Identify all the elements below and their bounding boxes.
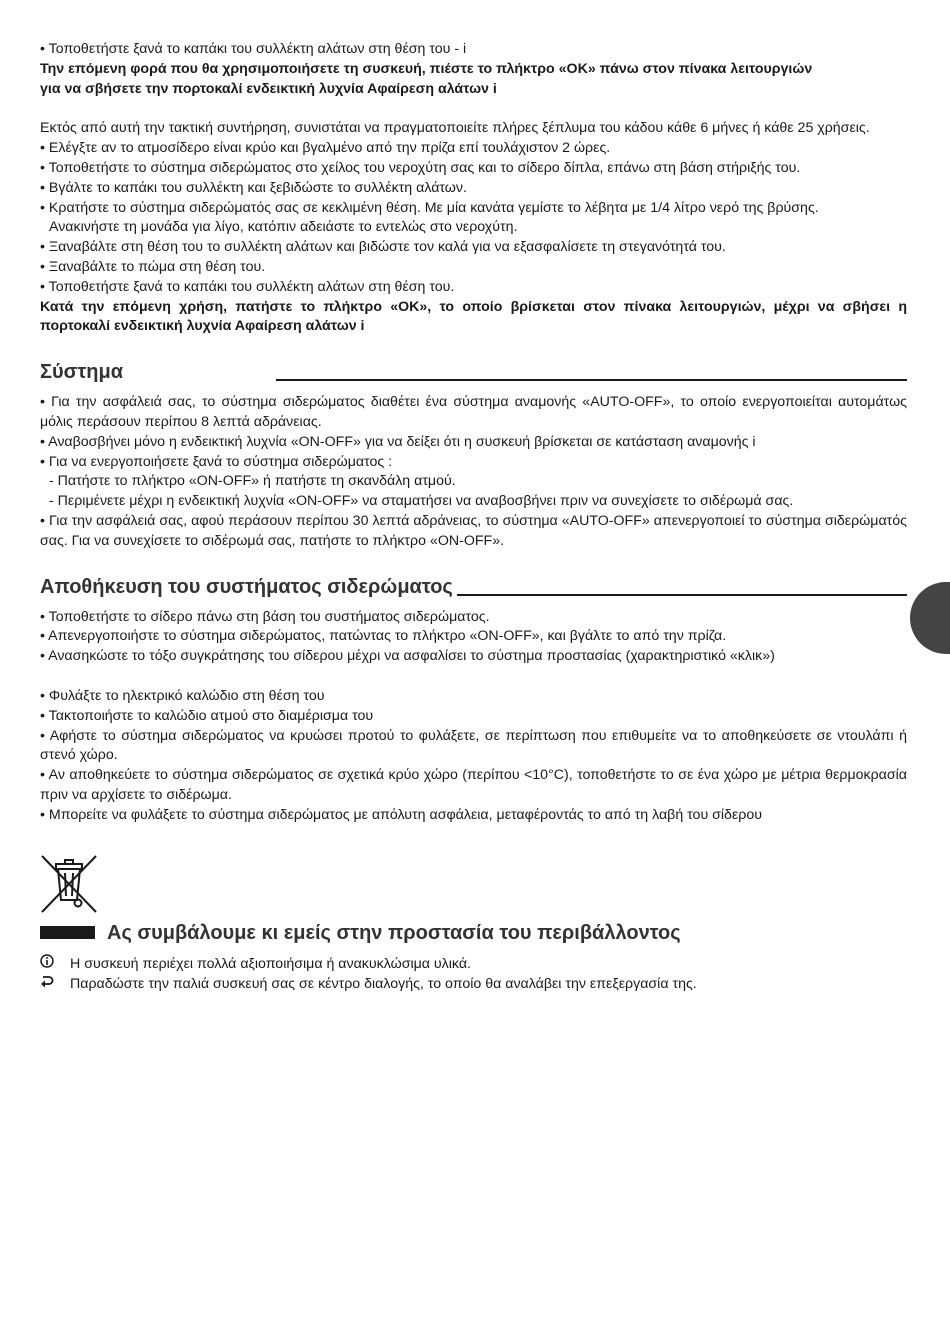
section-title: Σύστημα <box>40 361 123 384</box>
storage-bullet: • Ανασηκώστε το τόξο συγκράτησης του σίδερου μέχρι να ασφαλίσει το σύστημα προστασίας (χαρακτηριστικό «κλικ») <box>40 648 775 665</box>
environment-item-text: Παραδώστε την παλιά συσκευή σας σε κέντρο διαλογής, το οποίο θα αναλάβει την επεξεργασία της. <box>70 976 697 993</box>
storage-bullet: • Φυλάξτε το ηλεκτρικό καλώδιο στη θέση του <box>40 687 325 704</box>
heading-bar <box>40 926 95 939</box>
maintenance-bold-note: Κατά την επόμενη χρήση, πατήστε το πλήκτρο «ΟΚ», το οποίο βρίσκεται στον πίνακα λειτουργιών, μέχρι να σβήσει η πορτοκαλί ενδεικτική λυχνία Αφαίρεση αλάτων i <box>40 298 907 335</box>
storage-bullet: • Αν αποθηκεύετε το σύστημα σιδερώματος σε σχετικά κρύο χώρο (περίπου <10°C), τοποθετήστε το σε ένα χώρο με μέτρια θερμοκρασία πριν να αρχίσετε το σιδέρωμα. <box>40 767 907 803</box>
system-bullet: • Για την ασφάλειά σας, αφού περάσουν περίπου 30 λεπτά αδράνειας, το σύστημα «AUTO-OFF» απενεργοποιεί το σύστημα σιδερώματός σας. Για να συνεχίσετε το σιδέρωμά σας, πατήστε το πλήκτρο «ON-OFF». <box>40 512 907 549</box>
maintenance-bullet: • Ξαναβάλτε το πώμα στη θέση του. <box>40 258 266 275</box>
section-title: Ας συμβάλουμε κι εμείς στην προστασία του περιβάλλοντος <box>107 921 681 944</box>
weee-crossed-bin-icon <box>40 854 98 914</box>
document-page <box>40 40 907 995</box>
environment-item <box>40 954 907 975</box>
environment-heading <box>40 920 907 946</box>
intro-bold-line: για να σβήσετε την πορτοκαλί ενδεικτική λυχνία Αφαίρεση αλάτων i <box>40 80 497 97</box>
storage-bullet: • Τακτοποιήστε το καλώδιο ατμού στο διαμέρισμα του <box>40 707 374 724</box>
maintenance-bullet-continuation: Ανακινήστε τη μονάδα για λίγο, κατόπιν αδειάστε το εντελώς στο νεροχύτη. <box>49 219 518 236</box>
maintenance-bullet: • Τοποθετήστε ξανά το καπάκι του συλλέκτη αλάτων στη θέση του. <box>40 278 455 295</box>
page-edge-tab <box>910 582 950 654</box>
storage-bullet: • Αφήστε το σύστημα σιδερώματος να κρυώσει προτού το φυλάξετε, σε περίπτωση που επιθυμείτε να το αποθηκεύσετε σε ντουλάπι ή στενό χώρο. <box>40 727 907 764</box>
storage-bullet: • Απενεργοποιήστε το σύστημα σιδερώματος, πατώντας το πλήκτρο «ON-OFF», και βγάλτε το από την πρίζα. <box>40 628 727 645</box>
environment-item-text: Η συσκευή περιέχει πολλά αξιοποιήσιμα ή ανακυκλώσιμα υλικά. <box>70 955 471 972</box>
section-heading-storage <box>40 574 907 600</box>
intro-bullet: • Τοποθετήστε ξανά το καπάκι του συλλέκτη αλάτων στη θέση του - i <box>40 41 467 57</box>
system-dash-item: - Περιμένετε μέχρι η ενδεικτική λυχνία «ON-OFF» να σταματήσει να αναβοσβήνει πριν να συνεχίσετε το σιδέρωμά σας. <box>49 493 794 510</box>
system-bullet: • Για να ενεργοποιήσετε ξανά το σύστημα σιδερώματος : <box>40 453 393 470</box>
maintenance-bullet: • Τοποθετήστε το σύστημα σιδερώματος στο χείλος του νεροχύτη σας και το σίδερο δίπλα, επάνω στη βάση στήριξής του. <box>40 159 801 176</box>
maintenance-paragraph: Εκτός από αυτή την τακτική συντήρηση, συνιστάται να πραγματοποιείτε πλήρες ξέπλυμα του κάδου κάθε 6 μήνες ή κάθε 25 χρήσεις. <box>40 120 870 137</box>
system-bullet: • Αναβοσβήνει μόνο η ενδεικτική λυχνία «ON-OFF» για να δείξει ότι η συσκευή βρίσκεται σε κατάσταση αναμονής i <box>40 433 756 450</box>
environment-item <box>40 974 907 995</box>
system-bullet: • Για την ασφάλειά σας, το σύστημα σιδερώματος διαθέτει ένα σύστημα αναμονής «AUTO-OFF», το οποίο ενεργοποιείται αυτομάτως μόλις περάσουν περίπου 8 λεπτά αδράνειας. <box>40 394 907 430</box>
section-heading-system <box>40 359 907 385</box>
intro-bold-line: Την επόμενη φορά που θα χρησιμοποιήσετε τη συσκευή, πιέστε το πλήκτρο «ΟΚ» πάνω στον πίνακα λειτουργιών <box>40 60 813 77</box>
section-title: Αποθήκευση του συστήματος σιδερώματος <box>40 575 453 598</box>
info-circle-icon <box>40 954 70 975</box>
system-dash-item: - Πατήστε το πλήκτρο «ON-OFF» ή πατήστε τη σκανδάλη ατμού. <box>49 473 456 490</box>
maintenance-bullet: • Βγάλτε το καπάκι του συλλέκτη και ξεβιδώστε το συλλέκτη αλάτων. <box>40 179 467 196</box>
heading-rule <box>457 594 907 596</box>
storage-bullet: • Τοποθετήστε το σίδερο πάνω στη βάση του συστήματος σιδερώματος. <box>40 608 490 625</box>
maintenance-bullet: • Κρατήστε το σύστημα σιδερώματός σας σε κεκλιμένη θέση. Με μία κανάτα γεμίστε το λέβητα με 1/4 λίτρο νερό της βρύσης. <box>40 199 819 216</box>
maintenance-bullet: • Ξαναβάλτε στη θέση του το συλλέκτη αλάτων και βιδώστε τον καλά για να εξασφαλίσετε τη στεγανότητά του. <box>40 239 726 256</box>
return-arrow-icon <box>40 974 70 995</box>
heading-rule <box>276 379 907 381</box>
storage-bullet: • Μπορείτε να φυλάξετε το σύστημα σιδερώματος με απόλυτη ασφάλεια, μεταφέροντάς το από τη λαβή του σίδερου <box>40 806 762 823</box>
maintenance-bullet: • Ελέγξτε αν το ατμοσίδερο είναι κρύο και βγαλμένο από την πρίζα επί τουλάχιστον 2 ώρες. <box>40 140 611 157</box>
